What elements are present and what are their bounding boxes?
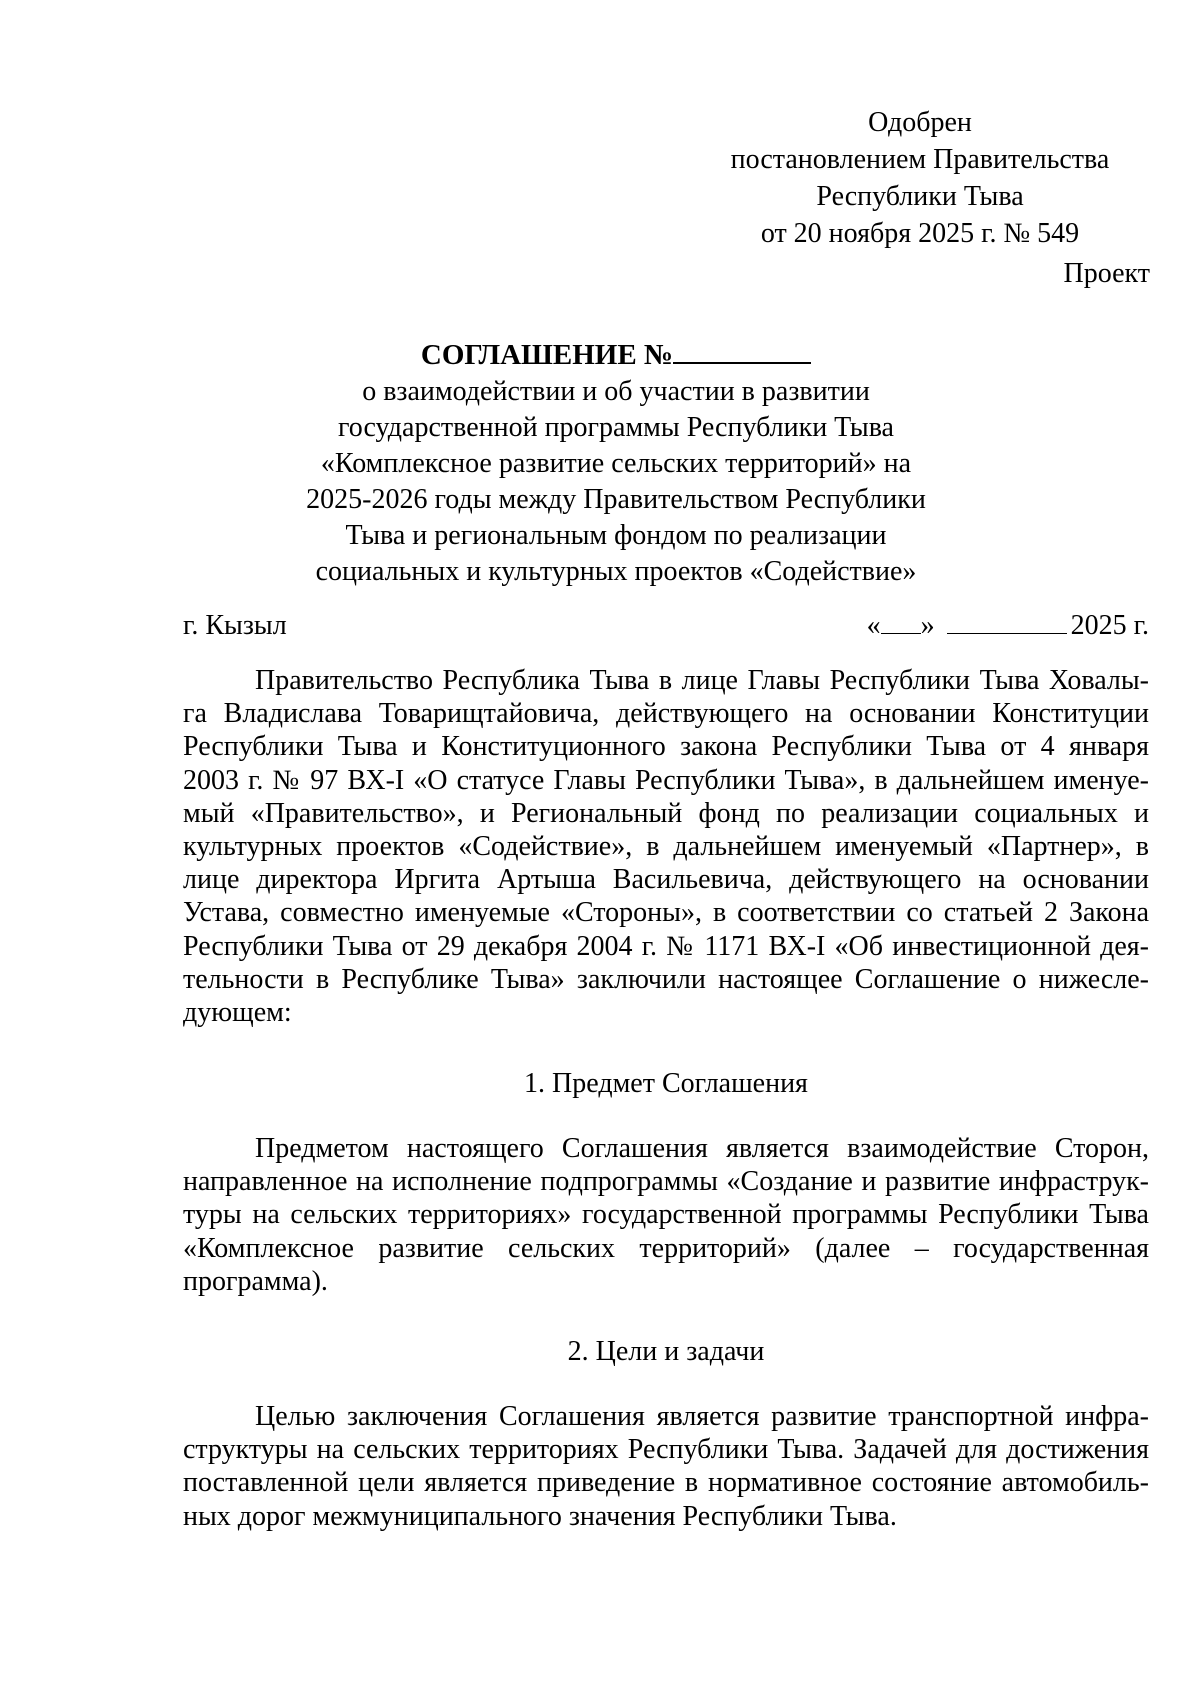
day-blank bbox=[881, 609, 921, 634]
quote-open: « bbox=[866, 610, 881, 641]
draft-label: Проект bbox=[1063, 258, 1150, 289]
paragraph-line: Правительство Республика Тыва в лице Главы Республики Тыва Ховалы- bbox=[255, 665, 1149, 696]
paragraph-line: Устава, совместно именуемые «Стороны», в соответствии со статьей 2 Закона bbox=[183, 897, 1149, 929]
approval-block bbox=[700, 104, 1140, 252]
paragraph-line: тельности в Республике Тыва» заключили настоящее Соглашение о нижесле- bbox=[183, 963, 1149, 995]
approval-line-2: постановлением Правительства bbox=[730, 144, 1110, 175]
paragraph-line: «Комплексное развитие сельских территорий» (далее – государственная bbox=[183, 1232, 1149, 1264]
section-1-paragraph bbox=[183, 1132, 1149, 1298]
agreement-title bbox=[262, 336, 970, 374]
subtitle-line: о взаимодействии и об участии в развитии bbox=[362, 376, 870, 407]
paragraph-line: структуры на сельских территориях Республики Тыва. Задачей для достижения bbox=[183, 1434, 1149, 1466]
month-blank bbox=[947, 609, 1067, 634]
agreement-number-blank bbox=[673, 338, 811, 364]
agreement-title-text: СОГЛАШЕНИЕ № bbox=[420, 339, 674, 371]
place-date-row bbox=[183, 607, 1149, 647]
paragraph-line: Республики Тыва от 29 декабря 2004 г. № 1171 ВХ-I «Об инвестиционной дея- bbox=[183, 930, 1150, 962]
quote-close: » bbox=[920, 610, 935, 641]
section-2-paragraph bbox=[183, 1400, 1149, 1533]
paragraph-line: дующем: bbox=[183, 997, 292, 1029]
approval-line-4: от 20 ноября 2025 г. № 549 bbox=[760, 218, 1080, 249]
paragraph-line: ных дорог межмуниципального значения Республики Тыва. bbox=[183, 1500, 897, 1532]
paragraph-line: лице директора Иргита Артыша Васильевича, действующего на основании bbox=[183, 864, 1149, 896]
approval-line-1: Одобрен bbox=[868, 107, 972, 138]
paragraph-line: 2003 г. № 97 ВХ-I «О статусе Главы Республики Тыва», в дальнейшем именуе- bbox=[183, 764, 1149, 796]
city-label: г. Кызыл bbox=[183, 610, 287, 641]
paragraph-line: мый «Правительство», и Региональный фонд по реализации социальных и bbox=[183, 797, 1149, 829]
paragraph-line: культурных проектов «Содействие», в дальнейшем именуемый «Партнер», в bbox=[183, 831, 1149, 863]
paragraph-line: поставленной цели является приведение в нормативное состояние автомобиль- bbox=[183, 1467, 1149, 1499]
approval-line-3: Республики Тыва bbox=[816, 181, 1024, 212]
paragraph-line: Предметом настоящего Соглашения является взаимодействие Сторон, bbox=[255, 1133, 1149, 1164]
section-2-heading: 2. Цели и задачи bbox=[567, 1336, 765, 1367]
subtitle-line: социальных и культурных проектов «Содействие» bbox=[315, 556, 917, 587]
preamble-paragraph bbox=[183, 664, 1149, 1029]
agreement-title-block bbox=[262, 336, 970, 590]
agreement-subtitle bbox=[262, 374, 970, 590]
subtitle-line: Тыва и региональным фондом по реализации bbox=[345, 520, 887, 551]
paragraph-line: Республики Тыва и Конституционного закона Республики Тыва от 4 января bbox=[183, 731, 1149, 763]
subtitle-line: «Комплексное развитие сельских территорий» на bbox=[320, 448, 912, 479]
year-label: 2025 г. bbox=[1070, 610, 1149, 641]
paragraph-line: Целью заключения Соглашения является развитие транспортной инфра- bbox=[255, 1401, 1149, 1432]
paragraph-line: га Владислава Товарищтайовича, действующего на основании Конституции bbox=[183, 698, 1149, 730]
date-field bbox=[867, 607, 1149, 644]
paragraph-line: туры на сельских территориях» государственной программы Республики Тыва bbox=[183, 1199, 1149, 1231]
subtitle-line: государственной программы Республики Тыва bbox=[338, 412, 894, 443]
subtitle-line: 2025-2026 годы между Правительством Республики bbox=[306, 484, 926, 515]
paragraph-line: программа). bbox=[183, 1265, 328, 1297]
section-1-heading: 1. Предмет Соглашения bbox=[524, 1068, 808, 1099]
paragraph-line: направленное на исполнение подпрограммы «Создание и развитие инфраструк- bbox=[183, 1166, 1149, 1198]
